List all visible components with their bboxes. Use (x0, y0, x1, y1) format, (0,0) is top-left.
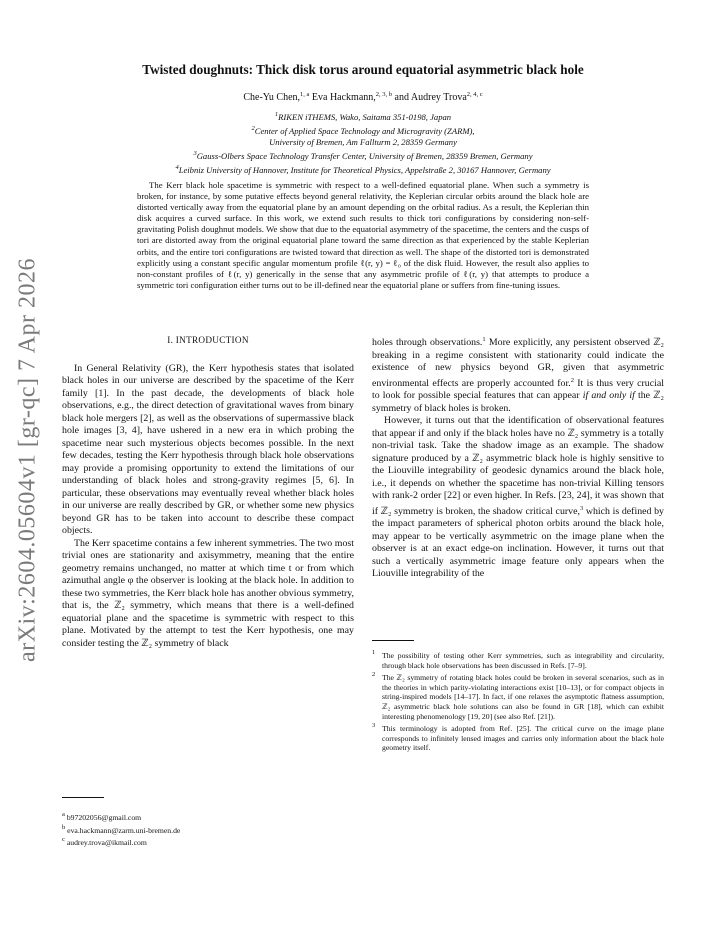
affiliation (64, 148, 662, 162)
arxiv-stamp (8, 250, 48, 670)
footnote-number: 2 (372, 671, 376, 679)
footnote-number: 3 (372, 722, 376, 730)
affiliation-text: RIKEN iTHEMS, Wako, Saitama 351-0198, Japan (278, 112, 452, 122)
left-column (62, 334, 354, 650)
author-mark: 1, a (300, 91, 310, 98)
body-paragraph: In General Relativity (GR), the Kerr hypothesis states that isolated black holes in our universe are described by the spacetime of the Kerr family [1]. In the past decade, the developments of black hole observations, e.g., the direct detection of gravitational waves from binary black hole mergers [2], as well as the observations of supermassive black hole images [3, 4], have ushered in a new era in which probing the spacetime near such mysterious objects becomes possible. In the next few decades, testing the Kerr hypothesis through black hole observations may provide a promising opportunity to extend the limitations of our understanding of black holes and strong-gravity regimes [5, 6]. In particular, these observations may eventually reveal whether black holes in our universe are really described by GR, or whether some new physics beyond GR has to be taken into account to describe these compact objects. (62, 362, 354, 536)
footnote (372, 670, 664, 721)
right-column (372, 334, 664, 581)
body-paragraph (372, 334, 664, 415)
footnote-rule-right (372, 640, 414, 641)
email-address[interactable]: audrey.trova@ikmail.com (66, 838, 147, 848)
text-run: However, it turns out that the identification of observational features that appear if and only if the black holes have no ℤ₂ symmetry is a totally non-trivial task. Take the shadow image as an example. The shadow signature produced by a ℤ₂ asymmetric black hole is highly sensitive to the Liouville integrability of geodesic dynamics around the black hole, i.e., it depends on whether the spacetime has non-trivial Killing tensors with rank-2 order [22] or even higher. In Refs. [23, 24], it was shown that if ℤ₂ symmetry is broken, the shadow critical curve, (372, 415, 664, 517)
author-name: Che-Yu Chen, (243, 92, 301, 103)
email-address[interactable]: b97202056@gmail.com (66, 813, 142, 822)
email-mark: b (62, 823, 66, 831)
affiliation (64, 162, 662, 176)
email-footnotes (62, 810, 354, 848)
text-run: It is thus very crucial to look for possible special features that can appear (372, 377, 664, 401)
footnote-mark: 1 (482, 336, 486, 343)
affiliation-mark: 4 (175, 164, 179, 171)
email-mark: c (62, 836, 65, 844)
email-mark: a (62, 811, 65, 818)
footnote-text: The ℤ₂ symmetry of rotating black holes could be broken in several scenarios, such as in the theories in which parity-violating interactions exist [10–13], or for compact objects in string-inspired models [14–17]. In fact, if one relaxes the asymptotic flatness assumption, ℤ₂ asymmetric black hole solutions can also be found in GR [18], which can exhibit interesting phenomenology [19, 20] (see also Ref. [21]). (382, 673, 664, 721)
author-list (64, 91, 662, 103)
body-paragraph (372, 415, 664, 581)
affiliation (64, 109, 662, 123)
footnote-text: The possibility of testing other Kerr symmetries, such as integrability and circularity, through black hole observations has been discussed in Refs. [7–9]. (382, 651, 664, 670)
footnote (372, 721, 664, 753)
author-mark: 2, 4, c (466, 91, 483, 98)
affiliation-text: Leibniz University of Hannover, Institute for Theoretical Physics, Appelstraße 2, 30167 Hannover, Germany (178, 165, 551, 175)
abstract: The Kerr black hole spacetime is symmetric with respect to a well-defined equatorial plane. When such a symmetry is broken, for instance, by some putative effects beyond general relativity, the Keplerian circular orbits around the black hole are distorted vertically away from the equatorial plane by an amount depending on the orbital radius. As a result, the Keplerian thin disk acquires a curved surface. In this work, we extend such results to thick tori configurations by considering non-self-gravitating Polish doughnut models. We show that due to the equatorial asymmetry of the spacetime, the centers and the cusps of tori are distorted away from the original equatorial plane toward the same direction as that experienced by the stable Keplerian orbits, and the entire tori configurations are twisted toward that direction as well. The shape of the distorted tori is demonstrated explicitly using a constant specific angular momentum profile ℓ(r, y) = ℓ₀ of the disk fluid. However, the result also applies to non-constant profiles of ℓ(r, y) generically in the sense that any asymmetric profile of ℓ(r, y) that attempts to produce a symmetric tori configuration either turns out to be ill-defined near the equatorial plane or suffers from fine-tuning issues. (137, 180, 589, 290)
section-heading: I. INTRODUCTION (167, 335, 249, 345)
affiliation-list (64, 109, 662, 176)
footnote-mark: 3 (579, 504, 584, 512)
emphasis: if and only if (582, 390, 635, 401)
author-mark: 2, 3, b (375, 91, 393, 98)
paper-title: Twisted doughnuts: Thick disk torus around equatorial asymmetric black hole (142, 62, 584, 77)
affiliation-mark: 3 (193, 150, 197, 157)
text-run: holes through observations. (372, 337, 483, 348)
affiliation-text: Center of Applied Space Technology and Microgravity (ZARM), (254, 126, 475, 136)
affiliation (64, 123, 662, 137)
affiliation-text: University of Bremen, Am Fallturm 2, 28359 Germany (269, 137, 457, 147)
footnote-mark: 2 (570, 376, 574, 384)
footnote-rule-left (62, 797, 104, 798)
footnote (372, 648, 664, 670)
affiliation-text: Gauss-Olbers Space Technology Transfer Center, University of Bremen, 28359 Bremen, Germany (196, 151, 533, 161)
email-entry (62, 823, 354, 836)
affiliation-mark: 1 (274, 111, 279, 118)
text-run: which is defined by the impact parameters of spherical photon orbits around the black hole, may appear to be vertically asymmetric on the image plane when the observer is at an exact edge-on inclination. However, it turns out that such a vertically asymmetric image feature only appears when the Liouville integrability of the (372, 505, 664, 579)
footnote-number: 1 (372, 649, 376, 656)
footnotes (372, 648, 664, 753)
text-run: More explicitly, any persistent observed ℤ₂ breaking in a regime consistent with stationarity could indicate the existence of new physics beyond GR, given that asymmetric environmental effects are properly accounted for. (372, 337, 665, 389)
email-entry (62, 835, 354, 848)
affiliation-mark: 2 (251, 125, 255, 132)
text-run: the ℤ₂ symmetry of black holes is broken. (372, 390, 664, 414)
footnote-text: This terminology is adopted from Ref. [25]. The critical curve on the image plane corresponds to infinitely lensed images and carries only information about the black hole geometry itself. (382, 724, 664, 753)
email-address[interactable]: eva.hackmann@zarm.uni-bremen.de (67, 825, 181, 835)
author-name: Eva Hackmann, (311, 92, 376, 103)
body-paragraph: The Kerr spacetime contains a few inherent symmetries. The two most trivial ones are stationarity and axisymmetry, meaning that the entire geometry remains unchanged, no matter at which time t or from which azimuthal angle φ the observer is looking at the black hole. In addition to these two symmetries, the Kerr black hole has another obvious symmetry, that is, the ℤ₂ symmetry, which means that there is a well-defined equatorial plane and the spacetime is symmetric with respect to this plane. Motivated by the attempt to test the Kerr hypothesis, one may consider testing the ℤ₂ symmetry of black (62, 537, 354, 649)
arxiv-identifier: arXiv:2604.05604v1 [gr-qc] 7 Apr 2026 (14, 258, 41, 662)
affiliation (64, 137, 662, 148)
author-name: and Audrey Trova (394, 92, 467, 103)
email-entry (62, 810, 354, 823)
